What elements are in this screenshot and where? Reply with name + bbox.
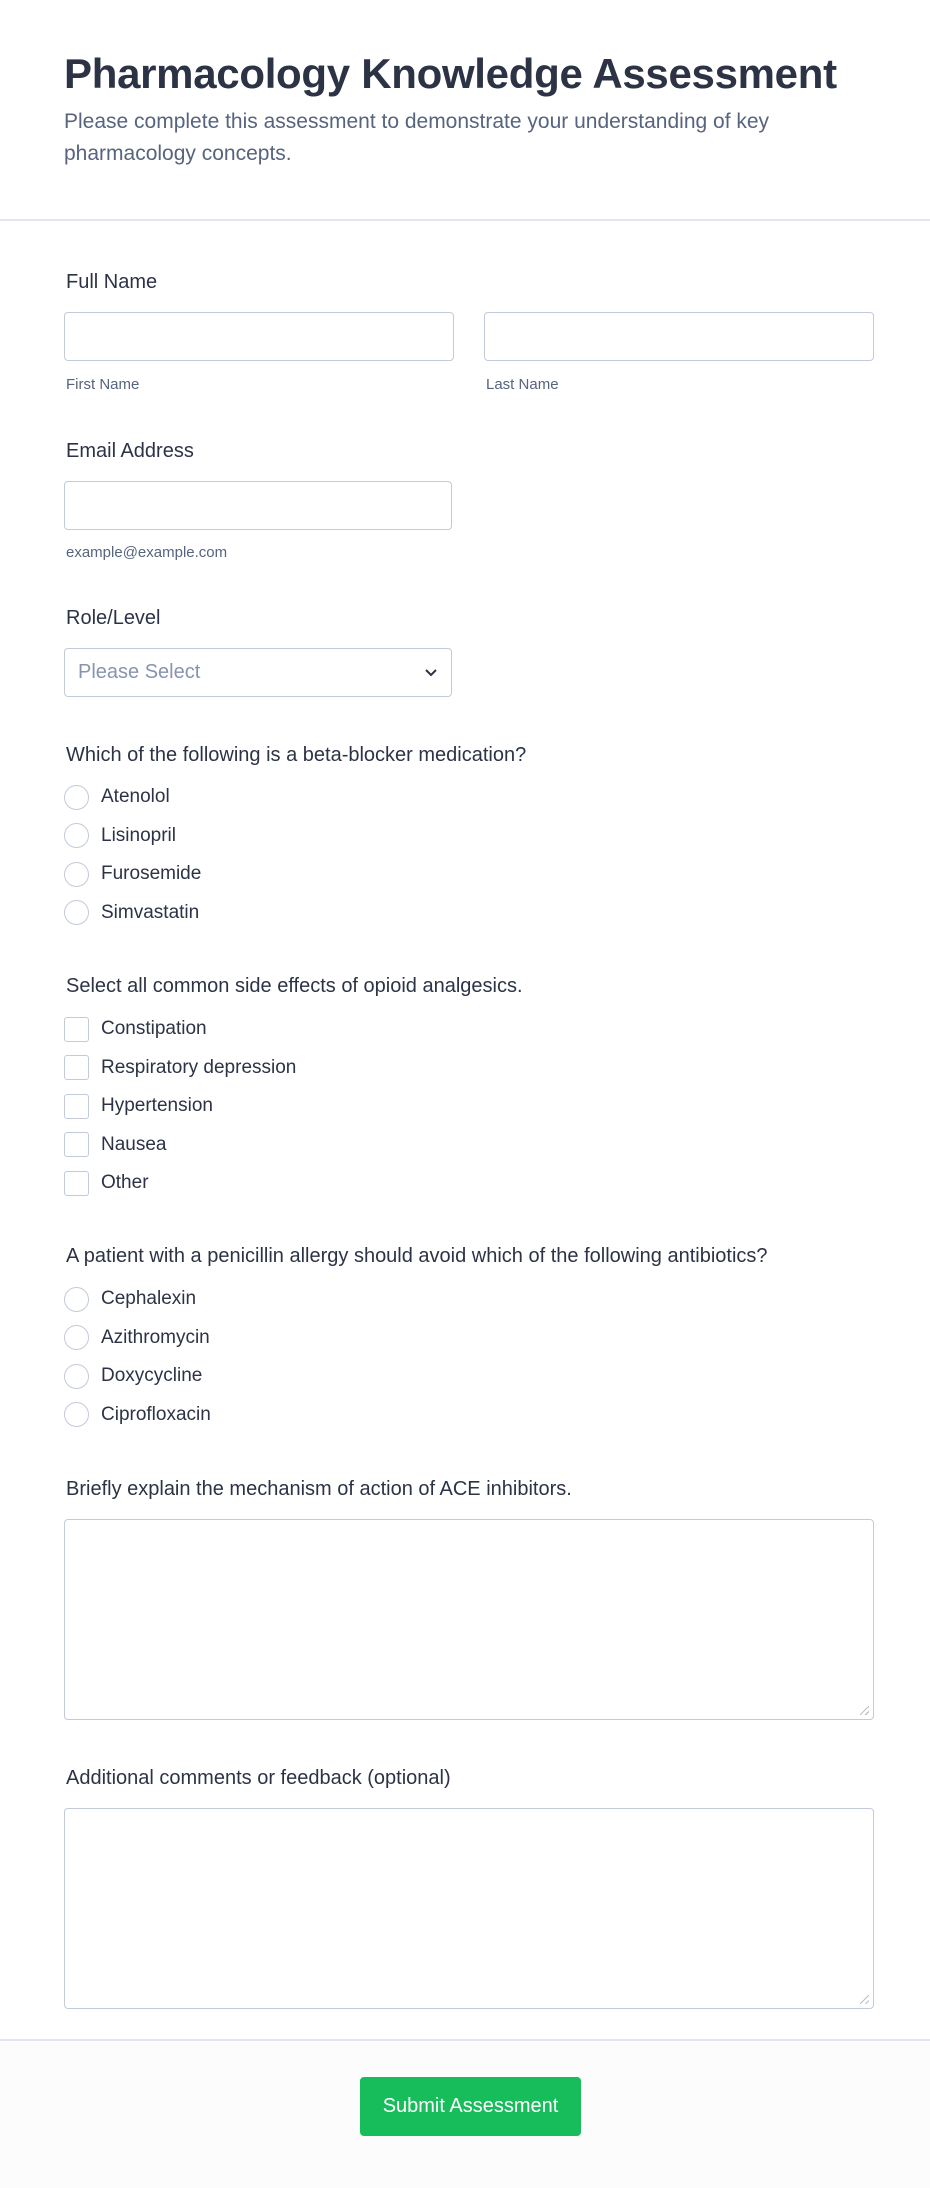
email-hint: example@example.com [66,544,228,561]
q3-label: A patient with a penicillin allergy should avoid which of the following antibiotics? [66,1245,768,1267]
resize-handle-icon[interactable] [860,1706,869,1715]
page-title: Pharmacology Knowledge Assessment [64,50,837,97]
q2-label: Select all common side effects of opioid analgesics. [66,975,523,997]
option-label: Furosemide [101,863,202,884]
email-label: Email Address [66,440,194,462]
footer-divider [0,2039,930,2041]
q3-option[interactable] [64,1284,196,1314]
role-label: Role/Level [66,607,161,629]
q1-option[interactable] [64,821,176,851]
checkbox[interactable] [64,1171,89,1196]
q2-option[interactable] [64,1091,213,1121]
q3-option[interactable] [64,1323,210,1353]
option-label: Lisinopril [101,824,176,846]
option-label: Constipation [101,1018,207,1039]
q5-textarea[interactable] [64,1808,874,2009]
q1-option[interactable] [64,859,201,889]
first-name-sublabel: First Name [66,376,140,393]
option-label: Azithromycin [101,1326,210,1348]
radio-button[interactable] [64,900,89,925]
page-subtitle: Please complete this assessment to demonstrate your understanding of key pharmacology concepts. [64,110,770,165]
option-label: Nausea [101,1133,167,1155]
checkbox[interactable] [64,1055,89,1080]
checkbox[interactable] [64,1094,89,1119]
last-name-sublabel: Last Name [486,376,559,393]
q3-option[interactable] [64,1400,211,1430]
checkbox[interactable] [64,1017,89,1042]
role-select[interactable] [64,648,452,697]
q2-option[interactable] [64,1130,167,1160]
radio-button[interactable] [64,1325,89,1350]
option-label: Hypertension [101,1095,213,1116]
option-label: Cephalexin [101,1288,197,1309]
option-label: Respiratory depression [101,1056,297,1078]
q2-option[interactable] [64,1014,207,1044]
submit-button[interactable]: Submit Assessment [360,2077,581,2136]
option-label: Atenolol [101,786,170,807]
q5-label: Additional comments or feedback (optional) [66,1767,451,1789]
q2-option[interactable] [64,1053,296,1083]
email-input[interactable] [64,481,452,530]
role-select-placeholder: Please Select [78,661,201,683]
checkbox[interactable] [64,1132,89,1157]
q2-option[interactable] [64,1168,149,1198]
radio-button[interactable] [64,862,89,887]
resize-handle-icon[interactable] [860,1995,869,2004]
q1-option[interactable] [64,782,170,812]
option-label: Other [101,1172,149,1193]
radio-button[interactable] [64,785,89,810]
q1-label: Which of the following is a beta-blocker medication? [66,744,527,766]
radio-button[interactable] [64,1364,89,1389]
option-label: Ciprofloxacin [101,1403,211,1425]
q1-option[interactable] [64,898,199,928]
header-divider [0,219,930,221]
q3-option[interactable] [64,1361,202,1391]
radio-button[interactable] [64,1402,89,1427]
option-label: Doxycycline [101,1365,203,1386]
option-label: Simvastatin [101,901,200,923]
first-name-input[interactable] [64,312,454,361]
radio-button[interactable] [64,823,89,848]
chevron-down-icon [424,668,438,678]
radio-button[interactable] [64,1287,89,1312]
q4-textarea[interactable] [64,1519,874,1720]
full-name-label: Full Name [66,271,158,293]
q4-label: Briefly explain the mechanism of action of ACE inhibitors. [66,1478,572,1500]
last-name-input[interactable] [484,312,874,361]
